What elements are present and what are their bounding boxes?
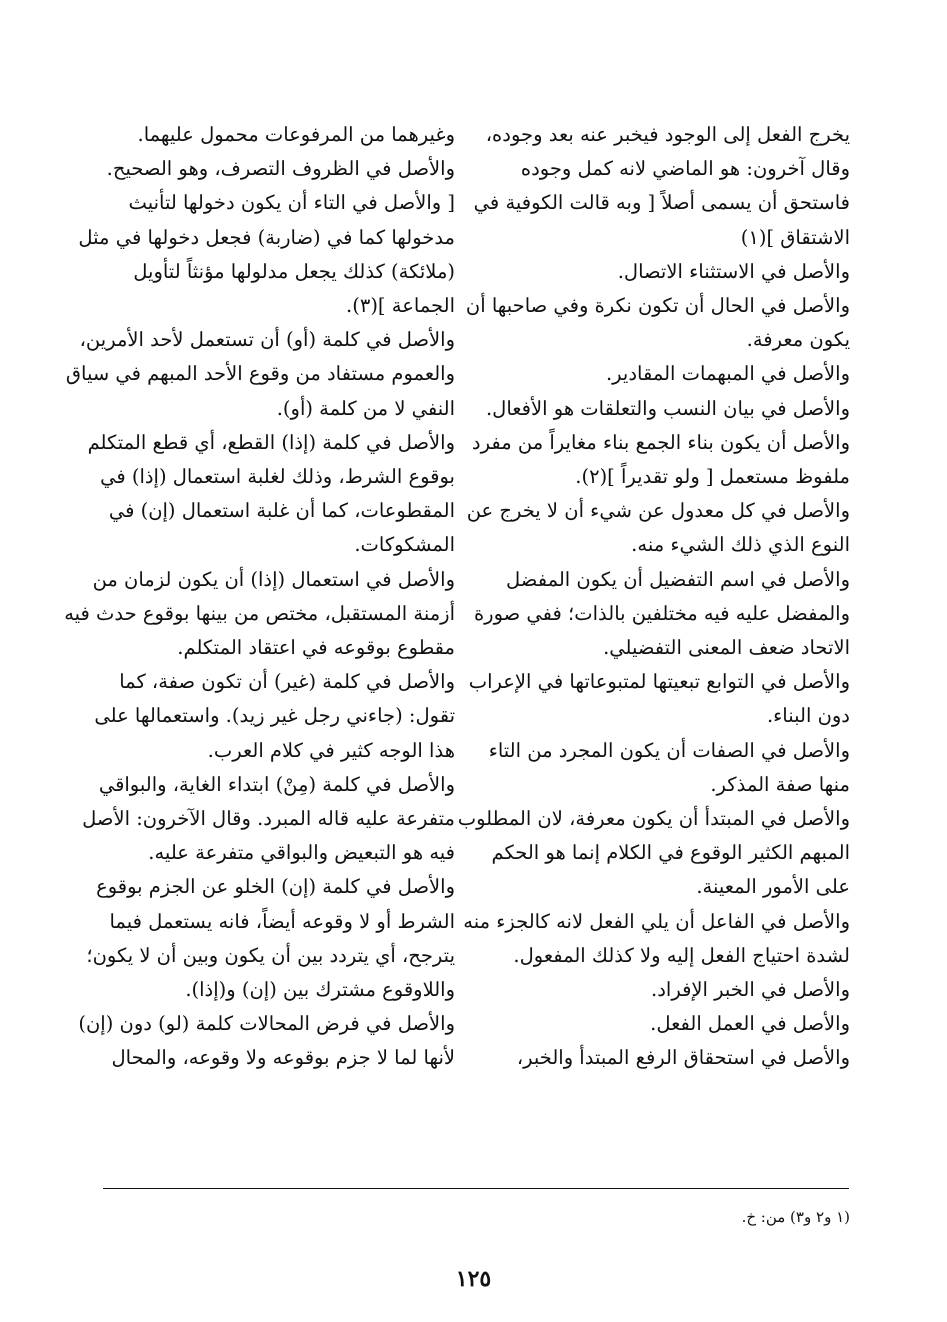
text-line: فيه هو التبعيض والبواقي متفرعة عليه. xyxy=(148,841,455,865)
text-line: والأصل في الصفات أن يكون المجرد من التاء xyxy=(488,738,850,762)
text-line: والأصل في كلمة (إن) الخلو عن الجزم بوقوع xyxy=(96,875,455,899)
text-line: متفرعة عليه قاله المبرد. وقال الآخرون: الأصل xyxy=(82,807,455,831)
text-line: والأصل في بيان النسب والتعلقات هو الأفعال. xyxy=(485,396,850,420)
text-line: الاتحاد ضعف المعنى التفضيلي. xyxy=(603,636,850,660)
text-line: الجماعة ](٣). xyxy=(346,294,455,318)
text-line: والأصل أن يكون بناء الجمع بناء مغايراً من مفرد xyxy=(471,430,850,454)
text-line: والمفضل عليه فيه مختلفين بالذات؛ ففي صورة xyxy=(473,601,850,625)
text-line: والأصل في الفاعل أن يلي الفعل لانه كالجزء منه xyxy=(463,909,850,933)
text-line: والأصل في كلمة (إذا) القطع، أي قطع المتكلم xyxy=(87,430,455,454)
text-line: لأنها لما لا جزم بوقوعه ولا وقوعه، والمحال xyxy=(111,1046,455,1070)
text-line: والأصل في المبتدأ أن يكون معرفة، لان المطلوب xyxy=(457,807,850,831)
footnote-divider xyxy=(103,1188,849,1189)
text-line: والأصل في كل معدول عن شيء أن لا يخرج عن xyxy=(466,499,850,523)
text-line: مدخولها كما في (ضاربة) فجعل دخولها في مثل xyxy=(78,225,455,249)
text-line: والأصل في الاستثناء الاتصال. xyxy=(617,259,850,283)
text-line: يخرج الفعل إلى الوجود فيخبر عنه بعد وجوده، xyxy=(485,123,850,146)
footnote: (١ و٢ و٣) من: خ. xyxy=(741,1208,850,1226)
text-line: المشكوكات. xyxy=(354,533,455,557)
text-line: لشدة احتياج الفعل إليه ولا كذلك المفعول. xyxy=(513,943,850,967)
text-line: (ملائكة) كذلك يجعل مدلولها مؤنثاً لتأويل xyxy=(133,259,455,283)
right-column xyxy=(457,118,850,1076)
text-line: الاشتقاق ](١) xyxy=(740,225,850,249)
text-line: والأصل في اسم التفضيل أن يكون المفضل xyxy=(506,567,850,591)
text-line: فاستحق أن يسمى أصلاً [ وبه قالت الكوفية في xyxy=(473,191,850,215)
text-line: المبهم الكثير الوقوع في الكلام إنما هو الحكم xyxy=(491,841,850,865)
text-line: والأصل في كلمة (مِنْ) ابتداء الغاية، والبواقي xyxy=(98,772,455,796)
text-line: أزمنة المستقبل، مختص من بينها بوقوع حدث فيه xyxy=(64,601,455,625)
left-column xyxy=(64,118,455,1076)
text-line: مقطوع بوقوعه في اعتقاد المتكلم. xyxy=(177,636,455,660)
text-line: والأصل في الخبر الإفراد. xyxy=(651,978,850,1002)
text-line: على الأمور المعينة. xyxy=(696,875,850,899)
text-line: تقول: (جاءني رجل غير زيد). واستعمالها على xyxy=(94,704,455,728)
text-line: والأصل في المبهمات المقادير. xyxy=(605,362,850,386)
text-line: والأصل في استحقاق الرفع المبتدأ والخبر، xyxy=(516,1046,850,1070)
text-line: يترجح، أي يتردد بين أن يكون وبين أن لا يكون؛ xyxy=(86,943,455,967)
text-line: والأصل في الظروف التصرف، وهو الصحيح. xyxy=(106,157,455,181)
text-line: ملفوظ مستعمل [ ولو تقديراً ](٢). xyxy=(575,465,850,489)
text-line: النوع الذي ذلك الشيء منه. xyxy=(631,533,850,557)
text-line: وقال آخرون: هو الماضي لانه كمل وجوده xyxy=(520,157,850,181)
text-line: منها صفة المذكر. xyxy=(710,772,850,796)
text-line: المقطوعات، كما أن غلبة استعمال (إن) في xyxy=(108,499,455,523)
text-line: الشرط أو لا وقوعه أيضاً، فانه يستعمل فيما xyxy=(109,909,455,933)
text-line: والعموم مستفاد من وقوع الأحد المبهم في سياق xyxy=(65,362,455,386)
text-line: والأصل في العمل الفعل. xyxy=(650,1012,850,1036)
text-line: [ والأصل في التاء أن يكون دخولها لتأنيث xyxy=(128,191,455,215)
text-line: والأصل في استعمال (إذا) أن يكون لزمان من xyxy=(92,567,455,591)
text-line: هذا الوجه كثير في كلام العرب. xyxy=(207,738,455,762)
text-line: دون البناء. xyxy=(766,704,850,728)
text-line: والأصل في التوابع تبعيتها لمتبوعاتها في الإعراب xyxy=(468,670,850,694)
text-line: بوقوع الشرط، وذلك لغلبة استعمال (إذا) في xyxy=(100,465,455,489)
text-line: والأصل في الحال أن تكون نكرة وفي صاحبها أن xyxy=(465,294,850,318)
text-line: يكون معرفة. xyxy=(746,328,850,352)
text-line: وغيرهما من المرفوعات محمول عليهما. xyxy=(137,123,455,146)
text-line: النفي لا من كلمة (أو). xyxy=(276,396,455,420)
text-line: والأصل في كلمة (غير) أن تكون صفة، كما xyxy=(119,670,455,694)
page-number: ١٢٥ xyxy=(455,1266,492,1292)
text-line: والأصل في فرض المحالات كلمة (لو) دون (إن) xyxy=(78,1012,455,1036)
text-line: واللاوقوع مشترك بين (إن) و(إذا). xyxy=(185,978,455,1002)
text-line: والأصل في كلمة (أو) أن تستعمل لأحد الأمرين، xyxy=(79,328,455,352)
